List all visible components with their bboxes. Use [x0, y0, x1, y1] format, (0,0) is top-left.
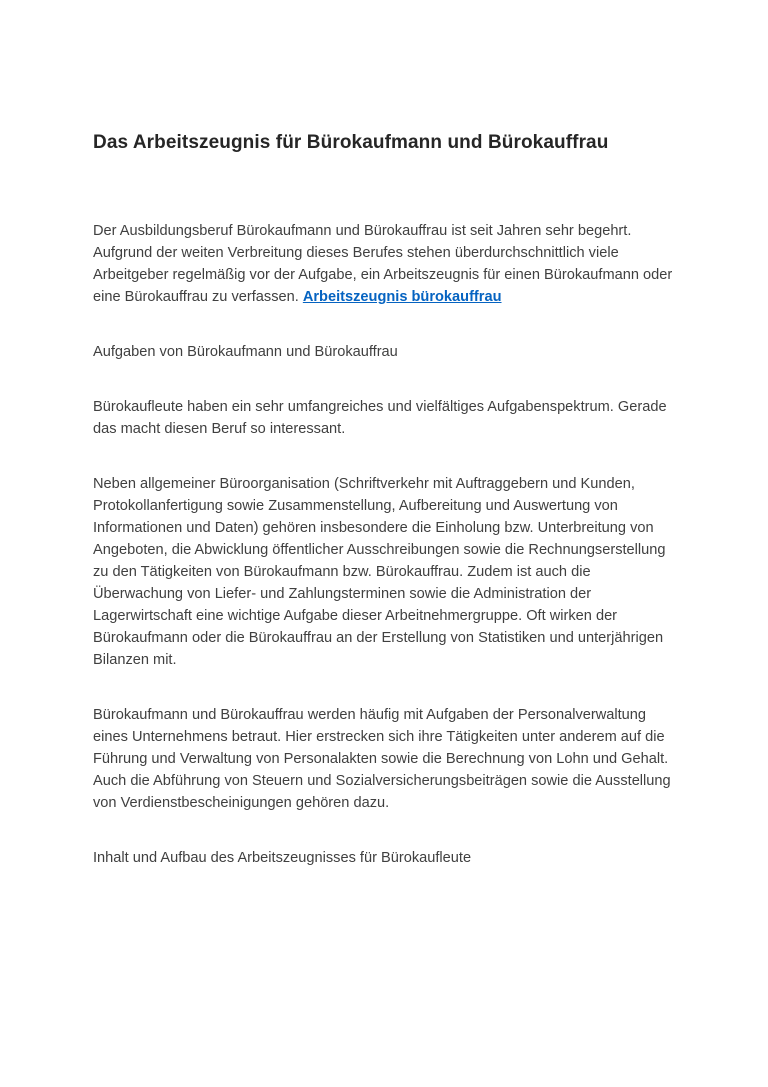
paragraph-duties: Neben allgemeiner Büroorganisation (Schriftverkehr mit Auftraggebern und Kunden, Protokollanfertigung sowie Zusammenstellung, Aufbereitung und Auswertung von Informationen und Daten) gehören insbesondere die Einholung bzw. Unterbreitung von Angeboten, die Abwicklung öffentlicher Ausschreibungen sowie die Rechnungserstellung zu den Tätigkeiten von Bürokaufmann bzw. Bürokauffrau. Zudem ist auch die Überwachung von Liefer- und Zahlungsterminen sowie die Administration der Lagerwirtschaft eine wichtige Aufgabe dieser Arbeitnehmergruppe. Oft wirken der Bürokaufmann oder die Bürokauffrau an der Erstellung von Statistiken und unterjährigen Bilanzen mit. [93, 476, 666, 668]
intro-paragraph [93, 220, 675, 308]
page-title: Das Arbeitszeugnis für Bürokaufmann und Bürokauffrau [93, 132, 609, 153]
subheading-structure: Inhalt und Aufbau des Arbeitszeugnisses für Bürokaufleute [93, 850, 472, 866]
intro-paragraph-text: Der Ausbildungsberuf Bürokaufmann und Bürokauffrau ist seit Jahren sehr begehrt. Aufgrund der weiten Verbreitung dieses Berufes stehen überdurchschnittlich viele Arbeitgeber regelmäßig vor der Aufgabe, ein Arbeitszeugnis für einen Bürokaufmann oder eine Bürokauffrau zu verfassen. [93, 223, 673, 305]
arbeitszeugnis-buerokauffrau-link[interactable]: Arbeitszeugnis bürokauffrau [302, 289, 502, 305]
subheading-tasks: Aufgaben von Bürokaufmann und Bürokauffrau [93, 344, 398, 360]
paragraph-overview: Bürokaufleute haben ein sehr umfangreiches und vielfältiges Aufgabenspektrum. Gerade das macht diesen Beruf so interessant. [93, 399, 667, 437]
paragraph-personnel: Bürokaufmann und Bürokauffrau werden häufig mit Aufgaben der Personalverwaltung eines Unternehmens betraut. Hier erstrecken sich ihre Tätigkeiten unter anderem auf die Führung und Verwaltung von Personalakten sowie die Berechnung von Lohn und Gehalt. Auch die Abführung von Steuern und Sozialversicherungsbeiträgen sowie die Ausstellung von Verdienstbescheinigungen gehören dazu. [93, 707, 671, 811]
